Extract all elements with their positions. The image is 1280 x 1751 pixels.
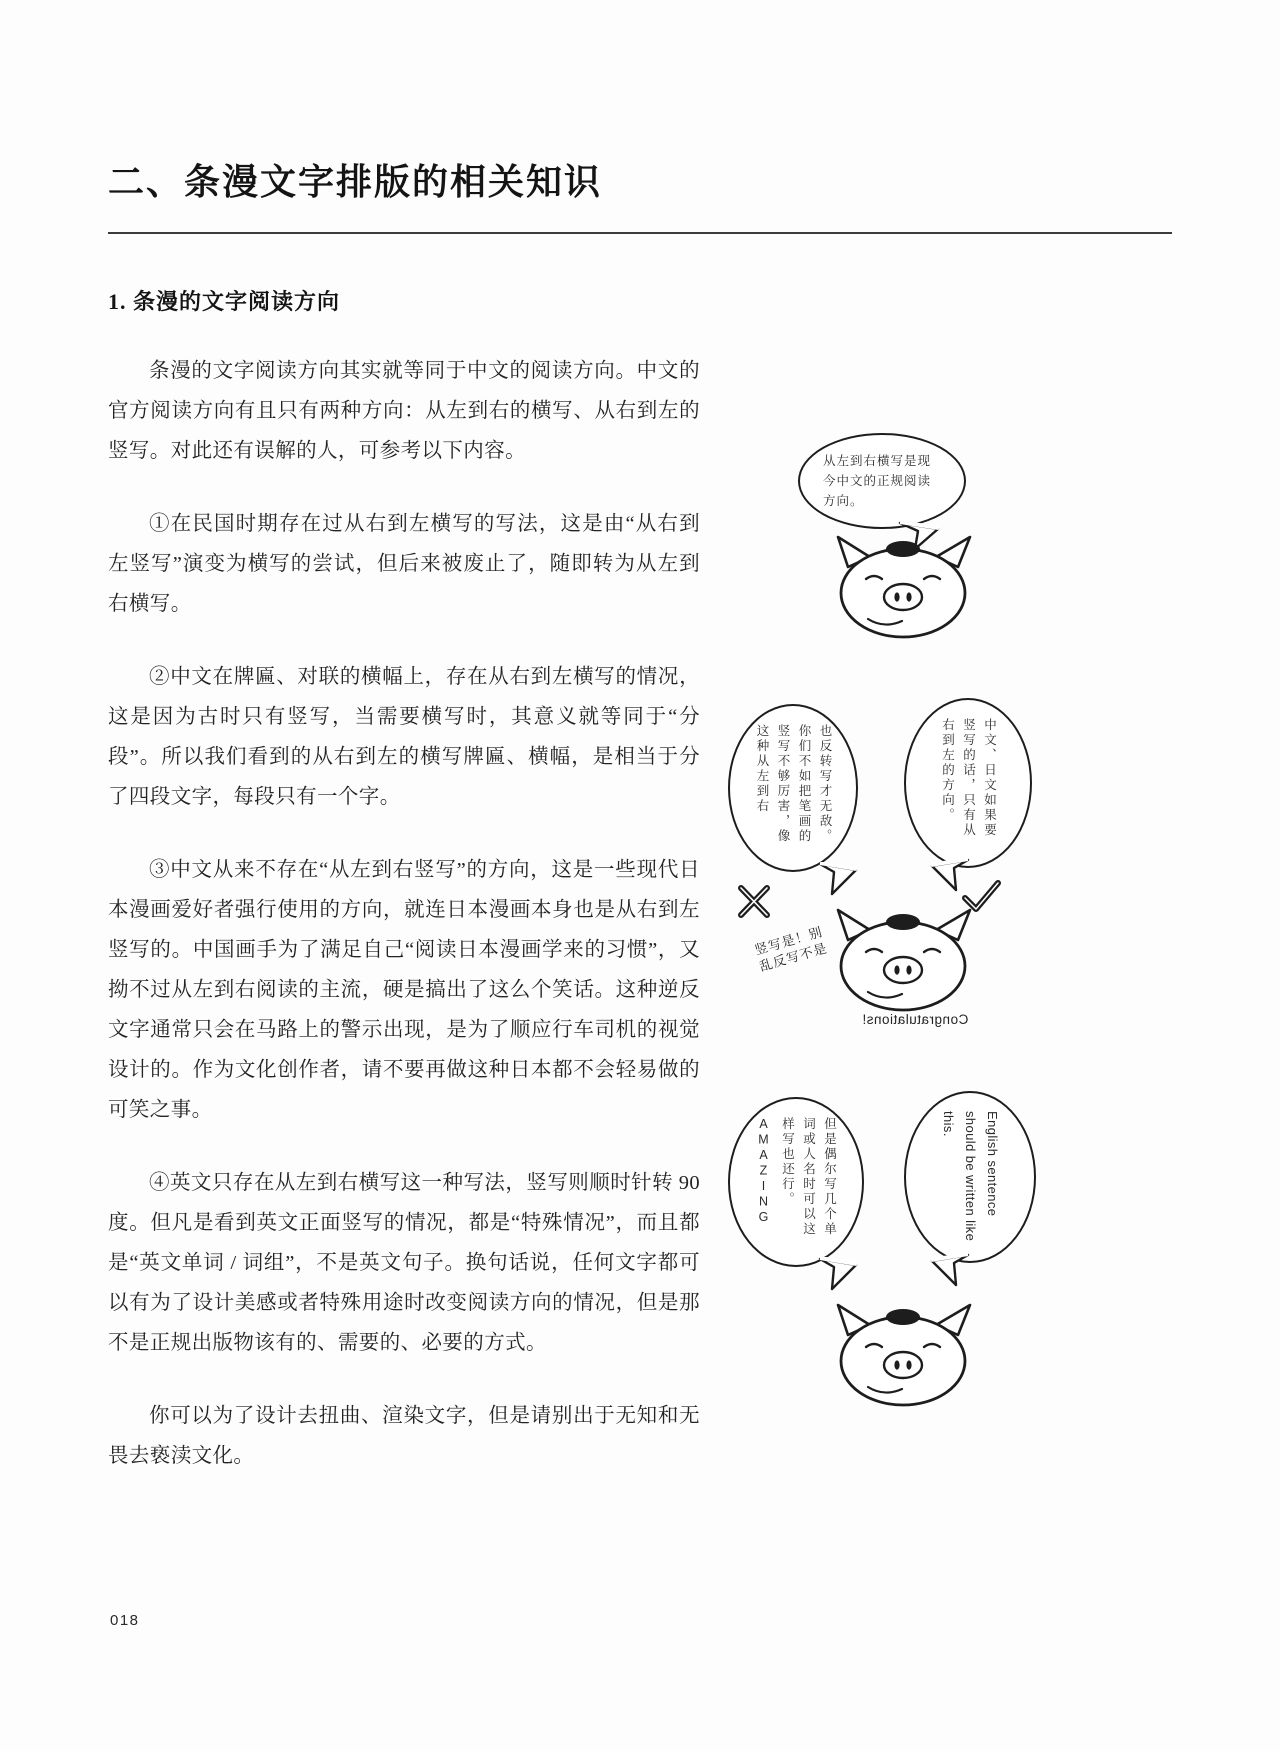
pig-face-icon — [808, 1295, 998, 1415]
illustration-column — [712, 415, 1182, 1435]
paragraph-closing: 你可以为了设计去扭曲、渲染文字，但是请别出于无知和无畏去亵渎文化。 — [108, 1404, 700, 1467]
speech-bubble-wrong-vertical — [728, 704, 858, 872]
body-text-column — [108, 288, 700, 1476]
paragraph-intro: 条漫的文字阅读方向其实就等同于中文的阅读方向。中文的官方阅读方向有且只有两种方向：从左到右的横写、从右到左的竖写。对此还有误解的人，可参考以下内容。 — [108, 359, 700, 462]
mirrored-caption: Congratulations! — [862, 1012, 969, 1027]
illustration-group-1 — [712, 415, 1182, 645]
bubble-tail-icon — [926, 1253, 972, 1289]
bubble-text: English sentence should be written like this. — [941, 1111, 1000, 1242]
speech-bubble-correct-vertical — [904, 698, 1032, 868]
cross-mark-icon — [734, 882, 774, 922]
paragraph-item-1: ①在民国时期存在过从右到左横写的写法，这是由“从右到左竖写”演变为横写的尝试，但后来被废止了，随即转为从左到右横写。 — [108, 512, 700, 615]
page-number: 018 — [110, 1612, 140, 1629]
speech-bubble-english-sentence — [904, 1091, 1036, 1263]
chapter-header — [108, 160, 1172, 205]
page-title: 二、条漫文字排版的相关知识 — [108, 162, 603, 202]
bubble-text: 也反转写才无敌。你们不如把笔画的竖写不够厉害，像这种从左到右 — [755, 724, 832, 844]
header-divider — [108, 232, 1172, 234]
paragraph-item-2: ②中文在牌匾、对联的横幅上，存在从右到左横写的情况，这是因为古时只有竖写，当需要横写时，其意义就等同于“分段”。所以我们看到的从右到左的横写牌匾、横幅，是相当于分了四段文字，每段只有一个字。 — [108, 665, 700, 808]
pig-face-icon — [808, 900, 998, 1020]
paragraph-item-3: ③中文从来不存在“从左到右竖写”的方向，这是一些现代日本漫画爱好者强行使用的方向，就连日本漫画本身也是从右到左竖写的。中国画手为了满足自己“阅读日本漫画学来的习惯”，又拗不过从左到右阅读的主流，硬是搞出了这么个笑话。这种逆反文字通常只会在马路上的警示出现，是为了顺应行车司机的视觉设计的。作为文化创作者，请不要再做这种日本都不会轻易做的可笑之事。 — [108, 858, 700, 1121]
section-heading: 1. 条漫的文字阅读方向 — [108, 289, 341, 314]
bubble-text: 中文、日文如果要竖写的话，只有从右到左的方向。 — [940, 718, 997, 838]
handwritten-note: 竖写是！别乱反写不是 — [752, 923, 830, 975]
bubble-tail-icon — [816, 1257, 862, 1293]
bubble-tail-icon — [816, 862, 862, 898]
illustration-group-2 — [712, 690, 1182, 1050]
illustration-group-3 — [712, 1083, 1182, 1433]
pig-face-icon — [808, 527, 998, 647]
bubble-text: 从左到右横写是现今中文的正规阅读方向。 — [823, 454, 932, 508]
paragraph-item-4: ④英文只存在从左到右横写这一种写法，竖写则顺时针转 90 度。但凡是看到英文正面竖写的情况，都是“特殊情况”，而且都是“英文单词 / 词组”，不是英文句子。换句话说，任何文字都可以有为了设计美感或者特殊用途时改变阅读方向的情况，但是那不是正规出版物该有的、需要的、必要的方式。 — [108, 1171, 700, 1354]
bubble-text: 但是偶尔写几个单词或人名时可以这样写也还行。 — [780, 1117, 837, 1237]
speech-bubble-ltr-horizontal — [798, 433, 966, 529]
bubble-vertical-word: AMAZING — [756, 1117, 771, 1226]
speech-bubble-english-word — [728, 1097, 864, 1267]
